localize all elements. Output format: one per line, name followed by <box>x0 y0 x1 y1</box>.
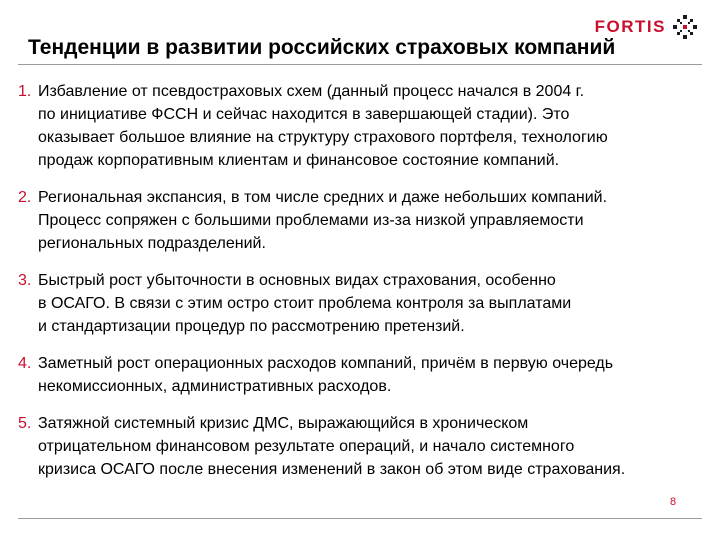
title-divider <box>18 64 702 65</box>
fortis-emblem-icon <box>672 14 698 40</box>
item-text: Затяжной системный кризис ДМС, выражающийся в хроническом отрицательном финансовом результате операций, и начало системного кризиса ОСАГО после внесения изменений в закон об этом виде страхования. <box>38 415 626 478</box>
item-text: Быстрый рост убыточности в основных видах страхования, особенно в ОСАГО. В связи с этим остро стоит проблема контроля за выплатами и стандартизации процедур по рассмотрению претензий. <box>38 272 572 335</box>
item-number: 5. <box>18 415 32 432</box>
item-text: Региональная экспансия, в том числе средних и даже небольших компаний. Процесс сопряжен с большими проблемами из-за низкой управляемости региональных подразделений. <box>38 189 608 252</box>
trends-list <box>18 80 708 495</box>
footer-divider <box>18 518 702 519</box>
logo-text: FORTIS <box>594 17 666 36</box>
list-item <box>18 186 708 255</box>
item-text: Заметный рост операционных расходов компаний, причём в первую очередь некомиссионных, административных расходов. <box>38 355 614 395</box>
item-number: 2. <box>18 189 32 206</box>
list-item <box>18 412 708 481</box>
page-number: 8 <box>670 496 677 508</box>
slide-title: Тенденции в развитии российских страховых компаний <box>28 36 616 59</box>
list-item <box>18 80 708 172</box>
item-number: 1. <box>18 83 32 100</box>
item-number: 4. <box>18 355 32 372</box>
item-text: Избавление от псевдостраховых схем (данный процесс начался в 2004 г. по инициативе ФССН и сейчас находится в завершающей стадии). Это оказывает большое влияние на структуру страхового портфеля, технологию продаж корпоративным клиентам и финансовое состояние компаний. <box>38 83 608 169</box>
list-item <box>18 269 708 338</box>
list-item <box>18 352 708 398</box>
item-number: 3. <box>18 272 32 289</box>
